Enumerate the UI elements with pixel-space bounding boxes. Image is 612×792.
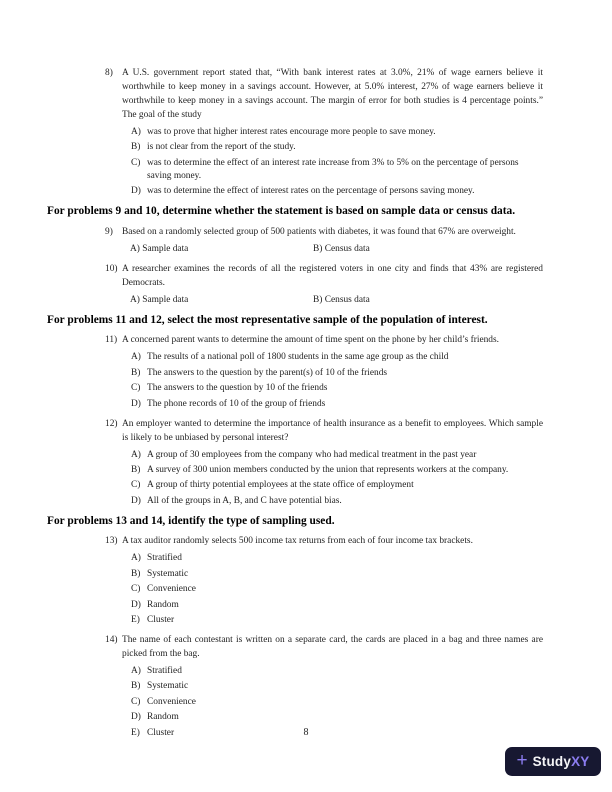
- answer-option: [313, 294, 370, 307]
- brand-name-accent: XY: [571, 754, 590, 769]
- question-body: [122, 225, 543, 256]
- brand-name: [533, 754, 590, 769]
- option-text: Systematic: [147, 681, 189, 692]
- option-letter: C): [131, 480, 141, 491]
- answer-option: [131, 665, 543, 678]
- option-letter: B): [313, 243, 323, 254]
- option-letter: A): [130, 294, 140, 305]
- answer-option: [130, 243, 313, 256]
- option-letter: A): [130, 243, 140, 254]
- option-text: was to determine the effect of an interest rate increase from 3% to 5% on the percentage of persons saving money.: [147, 157, 519, 181]
- option-text: Sample data: [142, 243, 189, 254]
- answer-option: [131, 367, 543, 380]
- question-text: A U.S. government report stated that, “With bank interest rates at 3.0%, 21% of wage earners believe it worthwhile to keep money in a savings account. However, at 5.0% interest, 27% of wage earners believe it worthwhile to keep money in a savings account. The margin of error for both studies is 4 percentage points.” The goal of the study: [122, 68, 543, 120]
- answer-option: [131, 126, 543, 139]
- option-text: A group of 30 employees from the company who had medical treatment in the past year: [147, 449, 477, 460]
- option-text: The answers to the question by the parent(s) of 10 of the friends: [147, 367, 388, 378]
- option-letter: C): [131, 383, 141, 394]
- document-content: [47, 66, 543, 740]
- option-letter: C): [131, 157, 141, 168]
- answer-option: [131, 583, 543, 596]
- question-body: [122, 534, 543, 627]
- answer-option: [131, 711, 543, 724]
- option-text: Cluster: [147, 727, 175, 738]
- question-number: 8): [105, 68, 113, 78]
- option-text: The answers to the question by 10 of the friends: [147, 383, 328, 394]
- option-text: was to prove that higher interest rates encourage more people to save money.: [147, 127, 436, 137]
- question-text: A tax auditor randomly selects 500 income tax returns from each of four income tax brackets.: [122, 536, 473, 547]
- question-number: 11): [105, 335, 118, 346]
- option-text: Stratified: [147, 553, 182, 564]
- option-text: Random: [147, 599, 179, 610]
- option-letter: D): [131, 186, 141, 197]
- question-block: [47, 225, 543, 256]
- answer-option: [131, 464, 543, 477]
- answer-option: [313, 243, 370, 256]
- question-text: Based on a randomly selected group of 500 patients with diabetes, it was found that 67% are overweight.: [122, 226, 516, 237]
- option-letter: B): [131, 367, 141, 378]
- section-header: For problems 13 and 14, identify the type of sampling used.: [47, 514, 335, 527]
- answer-option: [131, 141, 543, 154]
- section-header: For problems 11 and 12, select the most representative sample of the population of interest.: [47, 313, 488, 326]
- answer-option: [131, 614, 543, 627]
- answer-option: [131, 479, 543, 492]
- question-number: 12): [105, 418, 118, 429]
- answer-options-row: [130, 243, 543, 256]
- option-text: A group of thirty potential employees at the state office of employment: [147, 480, 414, 491]
- answer-option: [131, 185, 543, 198]
- question-number: 9): [105, 226, 113, 237]
- option-text: Convenience: [147, 584, 196, 595]
- studyxy-logo: [505, 747, 601, 776]
- question-text: The name of each contestant is written on a separate card, the cards are placed in a bag and three names are picked from the bag.: [122, 635, 543, 660]
- option-letter: C): [131, 696, 141, 707]
- option-letter: B): [131, 568, 141, 579]
- option-letter: A): [131, 553, 141, 564]
- question-body: [122, 333, 543, 410]
- question-text: An employer wanted to determine the importance of health insurance as a benefit to employees. Which sample is likely to be unbiased by personal interest?: [122, 418, 543, 443]
- question-number: 14): [105, 635, 118, 646]
- option-text: Systematic: [147, 568, 189, 579]
- option-letter: B): [313, 294, 323, 305]
- option-text: Sample data: [142, 294, 189, 305]
- option-text: The phone records of 10 of the group of friends: [147, 398, 326, 409]
- plus-icon: +: [516, 750, 528, 771]
- option-text: was to determine the effect of interest rates on the percentage of persons saving money.: [147, 186, 475, 197]
- answer-option: [131, 599, 543, 612]
- option-text: Random: [147, 712, 179, 723]
- question-block: [47, 66, 543, 198]
- question-body: [122, 66, 543, 198]
- option-letter: C): [131, 584, 141, 595]
- option-letter: D): [131, 398, 141, 409]
- page-number: 8: [303, 727, 309, 738]
- answer-option: [131, 552, 543, 565]
- answer-option: [131, 680, 543, 693]
- option-letter: A): [131, 352, 141, 363]
- option-letter: D): [131, 599, 141, 610]
- option-letter: B): [131, 681, 141, 692]
- question-body: [122, 417, 543, 508]
- answer-option: [131, 398, 543, 411]
- option-letter: D): [131, 712, 141, 723]
- option-letter: A): [131, 449, 141, 460]
- answer-option: [131, 157, 543, 183]
- option-letter: E): [131, 615, 140, 626]
- option-text: Census data: [324, 243, 370, 254]
- option-letter: D): [131, 495, 141, 506]
- question-text: A researcher examines the records of all the registered voters in one city and finds that 43% are registered Democrats.: [122, 263, 543, 288]
- answer-options-row: [130, 294, 543, 307]
- answer-option: [131, 382, 543, 395]
- option-text: Convenience: [147, 696, 196, 707]
- question-text: A concerned parent wants to determine the amount of time spent on the phone by her child’s friends.: [122, 335, 499, 346]
- question-block: [47, 262, 543, 307]
- section-header: For problems 9 and 10, determine whether the statement is based on sample data or census data.: [47, 205, 516, 218]
- question-body: [122, 262, 543, 307]
- answer-option: [131, 495, 543, 508]
- option-letter: B): [131, 142, 141, 153]
- question-body: [122, 633, 543, 740]
- answer-option: [131, 351, 543, 364]
- option-letter: A): [131, 666, 141, 677]
- answer-option: [131, 568, 543, 581]
- option-letter: E): [131, 727, 140, 738]
- question-block: [47, 417, 543, 508]
- option-text: A survey of 300 union members conducted by the union that represents workers at the company.: [147, 464, 509, 475]
- option-letter: B): [131, 464, 141, 475]
- question-number: 13): [105, 536, 118, 547]
- brand-name-primary: Study: [532, 754, 572, 769]
- option-text: Stratified: [147, 666, 182, 677]
- answer-option: [131, 449, 543, 462]
- question-block: [47, 333, 543, 410]
- question-block: [47, 633, 543, 740]
- option-text: Cluster: [147, 615, 175, 626]
- option-letter: A): [131, 127, 141, 137]
- option-text: is not clear from the report of the study.: [147, 142, 296, 153]
- option-text: The results of a national poll of 1800 students in the same age group as the child: [147, 352, 449, 363]
- answer-option: [131, 696, 543, 709]
- question-number: 10): [105, 263, 118, 274]
- question-block: [47, 534, 543, 627]
- option-text: All of the groups in A, B, and C have potential bias.: [147, 495, 342, 506]
- answer-option: [130, 294, 313, 307]
- option-text: Census data: [324, 294, 370, 305]
